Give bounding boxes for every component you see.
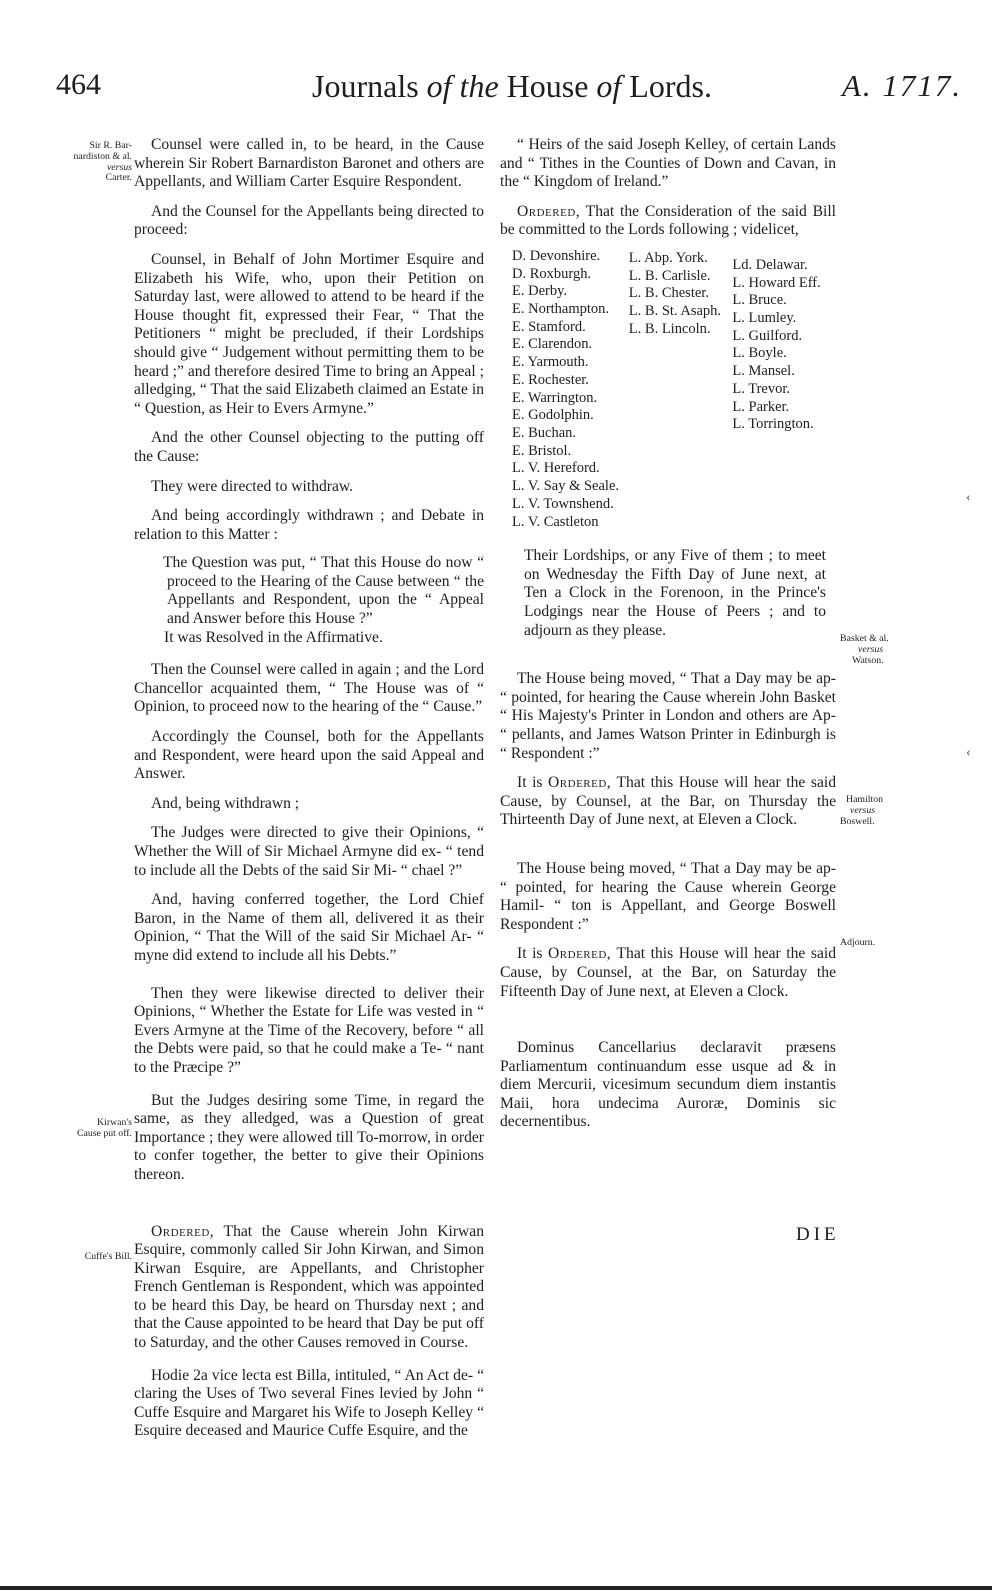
committee-lord: L. Lumley. — [732, 310, 797, 327]
committee-lord: L. Bruce. — [732, 292, 787, 309]
margin-note-kirwan — [60, 1118, 132, 1140]
paragraph: Accordingly the Counsel, both for the Appellants and Respondent, were heard upon the said Appeal and Answer. — [134, 728, 484, 783]
paragraph: And the Counsel for the Appellants being directed to proceed: — [134, 202, 484, 239]
committee-lord: L. Guilford. — [732, 327, 803, 344]
order-lead: Ordered, — [151, 1222, 215, 1240]
committee-lord: E. Stamford. — [512, 318, 586, 335]
committee-lord: D. Roxburgh. — [512, 265, 592, 282]
title-word: of — [596, 68, 622, 104]
paragraph: And being accordingly withdrawn ; and Debate in relation to this Matter : — [134, 507, 484, 543]
paragraph: The House being moved, “ That a Day may be ap- “ pointed, for hearing the Cause wherein George Hamil- “ ton is Appellant, and George Boswell Respondent :” — [500, 859, 836, 933]
committee-lord: L. Boyle. — [732, 345, 787, 362]
order-lead: It is — [517, 945, 543, 963]
margin-note-line: versus — [858, 643, 884, 655]
committee-lord: E. Buchan. — [512, 425, 577, 441]
order-lead: Ordered, — [548, 774, 612, 792]
paragraph: But the Judges desiring some Time, in regard the same, as they alledged, was a Question of great Importance ; they were allowed till To-morrow, in order to confer together, the better to give their Opinions thereon. — [134, 1091, 484, 1183]
margin-note-line: Kirwan's — [97, 1117, 132, 1128]
paragraph: The Judges were directed to give their Opinions, “ Whether the Will of Sir Michael Armyne did ex- “ tend to include all the Debts of the said Sir Mi- “ chael ?” — [134, 824, 484, 879]
committee-lord: L. Howard Eff. — [732, 274, 821, 291]
running-title — [312, 68, 712, 105]
bottom-rule — [0, 1586, 992, 1590]
committee-lord: L. B. Carlisle. — [628, 267, 711, 284]
title-word: the — [459, 68, 499, 104]
edge-mark: ‹ — [966, 745, 971, 760]
paragraph: The House being moved, “ That a Day may be ap- “ pointed, for hearing the Cause wherein John Basket “ His Majesty's Printer in London and others are Ap- “ pellants, and James Watson Printer in Edinburgh is “ Respondent :” — [500, 670, 836, 762]
margin-note-line: Sir R. Bar- — [89, 140, 132, 151]
paragraph: Their Lordships, or any Five of them ; to meet on Wednesday the Fifth Day of June next, at Ten a Clock in the Forenoon, in the Prince's Lodgings near the House of Peers ; and to adjourn as they please. — [524, 547, 826, 639]
committee-lord: L. B. St. Asaph. — [628, 303, 722, 320]
committee-lord: E. Northampton. — [512, 301, 610, 318]
committee-lord: E. Warrington. — [512, 389, 598, 406]
order-text: That this House will hear the said Cause, by Counsel, at the Bar, on Saturday the Fifteenth Day of June next, at Eleven a Clock. — [500, 945, 837, 1000]
committee-lord: L. V. Castleton — [512, 513, 599, 530]
committee-lord: L. Abp. York. — [628, 249, 708, 266]
paragraph: “ Heirs of the said Joseph Kelley, of certain Lands and “ Tithes in the Counties of Down and Cavan, in the “ Kingdom of Ireland.” — [500, 136, 836, 191]
margin-note-line: versus — [850, 804, 876, 816]
page-header — [0, 68, 992, 128]
paragraph: They were directed to withdraw. — [151, 477, 354, 495]
catchword: DIE — [796, 1224, 840, 1245]
order-lead: It is — [517, 774, 543, 792]
paragraph: Then they were likewise directed to deliver their Opinions, “ Whether the Estate for Life was vested in “ Evers Armyne at the Time of the Recovery, before “ all the Debts were paid, so that he could make a Te- “ nant to the Præcipe ?” — [134, 984, 484, 1076]
lords-column — [512, 248, 629, 531]
margin-note-line: Watson. — [852, 654, 884, 666]
margin-note-basket — [840, 634, 910, 666]
committee-lord: E. Derby. — [512, 283, 568, 300]
committee-lord: D. Devonshire. — [512, 247, 601, 264]
committee-lord: L. V. Say & Seale. — [512, 478, 620, 495]
committee-lord: E. Rochester. — [512, 371, 589, 388]
committee-lord: L. Mansel. — [732, 363, 795, 380]
year: A. 1717. — [842, 68, 963, 103]
order-lead: Ordered, — [548, 945, 612, 963]
paragraph: Then the Counsel were called in again ; and the Lord Chancellor acquainted them, “ The House was of “ Opinion, to proceed now to the hearing of the “ Cause.” — [134, 661, 484, 716]
order-lead: Ordered, — [517, 202, 581, 220]
margin-note-line: Boswell. — [840, 815, 875, 827]
question: The Question was put, “ That this House do now “ proceed to the Hearing of the Cause between “ the Appellants and Respondent, upon the “ Appeal and Answer before this House ?” — [163, 554, 484, 628]
paragraph: And the other Counsel objecting to the putting off the Cause: — [134, 429, 484, 465]
title-word: House — [506, 68, 589, 104]
order-paragraph — [500, 945, 836, 1001]
order-text: That the Cause wherein John Kirwan Esquire, commonly called Sir John Kirwan, and Simon Kirwan Esquire, are Appellants, and Christopher French Gentleman is Respondent, which was appointed to be heard this Day, be heard on Thursday next ; and that the Cause appointed to be heard that Day be put off to Saturday, and the other Causes removed in Course. — [134, 1222, 484, 1352]
paragraph: Counsel were called in, to be heard, in the Cause wherein Sir Robert Barnardiston Baronet and others are Appellants, and William Carter Esquire Respondent. — [134, 136, 484, 191]
left-column — [134, 136, 484, 1441]
committee-lord: L. V. Townshend. — [512, 495, 614, 512]
paragraph: And, being withdrawn ; — [151, 794, 300, 812]
order-paragraph — [134, 1223, 484, 1353]
margin-note-line: Hamilton — [846, 794, 884, 805]
committee-lord: E. Yarmouth. — [512, 354, 589, 371]
order-text: That this House will hear the said Cause, by Counsel, at the Bar, on Thursday the Thirteenth Day of June next, at Eleven a Clock. — [500, 774, 837, 829]
committee-lord: L. Trevor. — [732, 380, 791, 397]
order-text: That the Consideration of the said Bill be committed to the Lords following ; videlicet, — [500, 202, 836, 239]
margin-note-line: nardiston & al. — [73, 150, 132, 162]
margin-note-line: Carter. — [105, 172, 132, 184]
lords-column — [629, 248, 733, 531]
committee-lord: L. B. Chester. — [628, 285, 709, 302]
committee-lord: Ld. Delawar. — [732, 256, 808, 273]
margin-note-adjourn: Adjourn. — [840, 937, 876, 948]
committee-lord: E. Clarendon. — [512, 336, 593, 353]
committee-lords-list — [512, 248, 836, 531]
order-paragraph — [500, 774, 836, 830]
committee-lord: L. V. Hereford. — [512, 460, 600, 477]
committee-lord: E. Bristol. — [512, 442, 572, 459]
edge-mark: ‹ — [966, 490, 971, 505]
margin-note-barnardiston — [60, 141, 132, 184]
page-number: 464 — [56, 68, 101, 101]
adjournment-paragraph: Dominus Cancellarius declaravit præsens Parliamentum continuandum esse usque ad & in diem Mercurii, vicesimum secundum diem instantis Maii, hora undecima Auroræ, Dominis sic decernentibus. — [500, 1039, 836, 1131]
margin-note-line: Basket & al. — [840, 633, 889, 644]
margin-note-line: Cause put off. — [76, 1127, 132, 1139]
right-column — [500, 136, 836, 1132]
lords-column — [732, 248, 836, 531]
resolution: It was Resolved in the Affirmative. — [164, 628, 383, 646]
title-word: Journals — [312, 68, 419, 104]
order-paragraph — [500, 203, 836, 240]
title-word: Lords. — [629, 68, 712, 104]
margin-note-hamilton — [840, 795, 910, 827]
committee-lord: L. Parker. — [732, 398, 790, 415]
paragraph: And, having conferred together, the Lord Chief Baron, in the Name of them all, delivered it as their Opinion, “ That the Will of the said Sir Michael Ar- “ myne did extend to include all his Debts.” — [134, 891, 484, 964]
margin-note-line: versus — [106, 161, 132, 173]
committee-lord: L. Torrington. — [732, 416, 814, 433]
committee-lord: L. B. Lincoln. — [628, 320, 711, 337]
committee-lord: E. Godolphin. — [512, 407, 594, 424]
paragraph: Counsel, in Behalf of John Mortimer Esquire and Elizabeth his Wife, who, upon their Petition on Saturday last, were allowed to attend to be heard if the House thought fit, expressed their Fear, “ That the Petitioners “ might be precluded, if their Lordships should give “ Judgement without permitting them to be heard ;” and therefore desired Time to bring an Appeal ; alledging, “ That the said Elizabeth claimed an Estate in “ Question, as Heir to Evers Armyne.” — [134, 250, 484, 417]
paragraph: Hodie 2a vice lecta est Billa, intituled, “ An Act de- “ claring the Uses of Two several Fines levied by John “ Cuffe Esquire and Margaret his Wife to Joseph Kelley “ Esquire deceased and Maurice Cuffe Esquire, and the — [134, 1366, 484, 1440]
title-word: of — [426, 68, 452, 104]
margin-note-cuffe: Cuffe's Bill. — [84, 1251, 132, 1262]
